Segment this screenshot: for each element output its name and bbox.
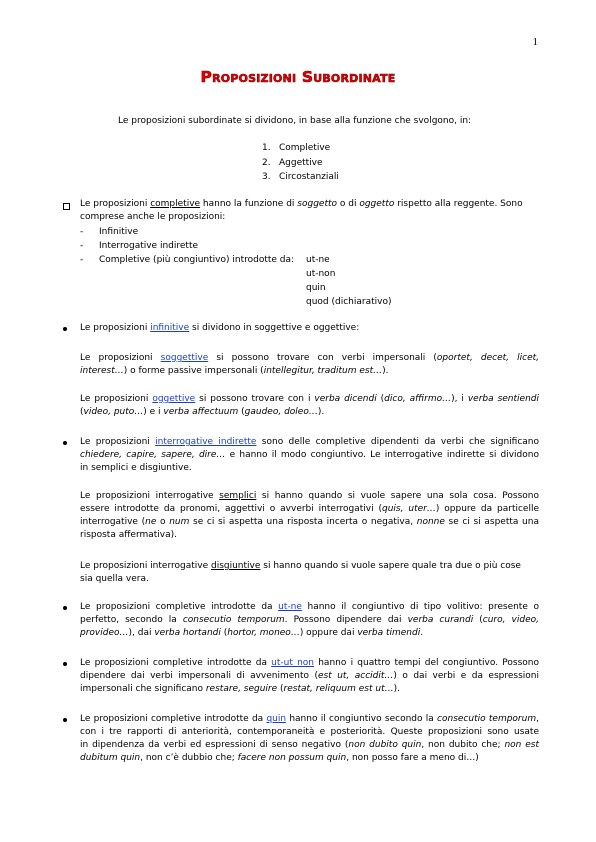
infinitive-link[interactable]: infinitive [150,323,190,333]
particles-list: ut-ne ut-non quin quod (dichiarativo) [306,255,392,307]
semplici-paragraph: Le proposizioni interrogative semplici si hanno quando si vuole sapere una sola cosa. Possono essere introdotte da pronomi, aggettivi o avverbi interrogativi (quis, uter…) oppure da particelle interrogative (ne o num se ci si aspetta una risposta incerta o negativa, nonne se ci si aspetta una risposta affermativa). [80,491,540,540]
bullet-icon [63,327,67,331]
bullet-icon [63,718,67,722]
utne-paragraph: Le proposizioni completive introdotte da ut-ne hanno il congiuntivo di tipo volitivo: presente o perfetto, secondo la consecutio temporum. Possono dipendere dai verba curandi (curo, video, provideo…), dai verba hortandi (hortor, moneo…) oppure dai verba timendi. [80,602,539,638]
quin-link[interactable]: quin [266,714,287,724]
list-item: 1. Completive [262,143,331,153]
oggettive-link[interactable]: oggettive [152,394,196,404]
disgiuntive-paragraph: Le proposizioni interrogative disgiuntive si hanno quando si vuole sapere quale tra due o più cose sia quella vera. [80,561,521,584]
oggettive-paragraph: Le proposizioni oggettive si possono trovare con i verba dicendi (dico, affirmo…), i verba sentiendi (video, puto…) e i verba affectuum (gaudeo, doleo…). [80,394,539,417]
list-item: - Interrogative indirette [80,241,199,251]
bullet-icon [63,606,67,610]
soggettive-paragraph: Le proposizioni soggettive si possono trovare con verbi impersonali (oportet, decet, licet, interest…) o forme passive impersonali (intellegitur, traditum est…). [80,353,539,376]
interrogative-paragraph: Le proposizioni interrogative indirette sono delle completive dipendenti da verbi che significano chiedere, capire, sapere, dire… e hanno il modo congiuntivo. Le interrogative indirette si dividono in semplici e disgiuntive. [80,437,539,473]
bullet-icon [63,662,67,666]
completive-paragraph: Le proposizioni completive hanno la funzione di soggetto o di oggetto rispetto alla reggente. Sono comprese anche le proposizioni: [80,199,523,222]
bullet-icon [63,441,67,445]
quin-paragraph: Le proposizioni completive introdotte da quin hanno il congiuntivo secondo la consecutio temporum, con i tre rapporti di anteriorità, contemporaneità e posteriorità. Queste proposizioni sono usate in dipendenza da verbi ed espressioni di senso negativo (non dubito quin, non dubito che; non est dubitum quin, non c’è dubbio che; facere non possum quin, non posso fare a meno di…) [80,714,539,763]
utnon-link[interactable]: ut-ut non [271,658,315,668]
square-bullet-icon [63,203,70,210]
utne-link[interactable]: ut-ne [278,602,302,612]
list-item: - Completive (più congiuntivo) introdotte da: [80,255,295,265]
list-item: - Infinitive [80,227,139,237]
page-title: Proposizioni Subordinate [200,68,396,86]
list-item: 2. Aggettive [262,157,323,168]
intro-text: Le proposizioni subordinate si dividono, in base alla funzione che svolgono, in: [118,116,472,126]
list-item: 3. Circostanziali [262,172,339,182]
types-list [262,142,339,186]
utnon-paragraph: Le proposizioni completive introdotte da ut-ut non hanno i quattro tempi del congiuntivo. Possono dipendere dai verbi impersonali di avvenimento (est ut, accidit…) o dai verbi e da espressioni impersonali che significano restare, seguire (restat, reliquum est ut…). [80,658,539,694]
page-number: 1 [532,36,538,48]
infinitive-paragraph: Le proposizioni infinitive si dividono in soggettive e oggettive: [80,323,360,333]
interrogative-link[interactable]: interrogative indirette [155,437,257,447]
soggettive-link[interactable]: soggettive [160,353,209,363]
